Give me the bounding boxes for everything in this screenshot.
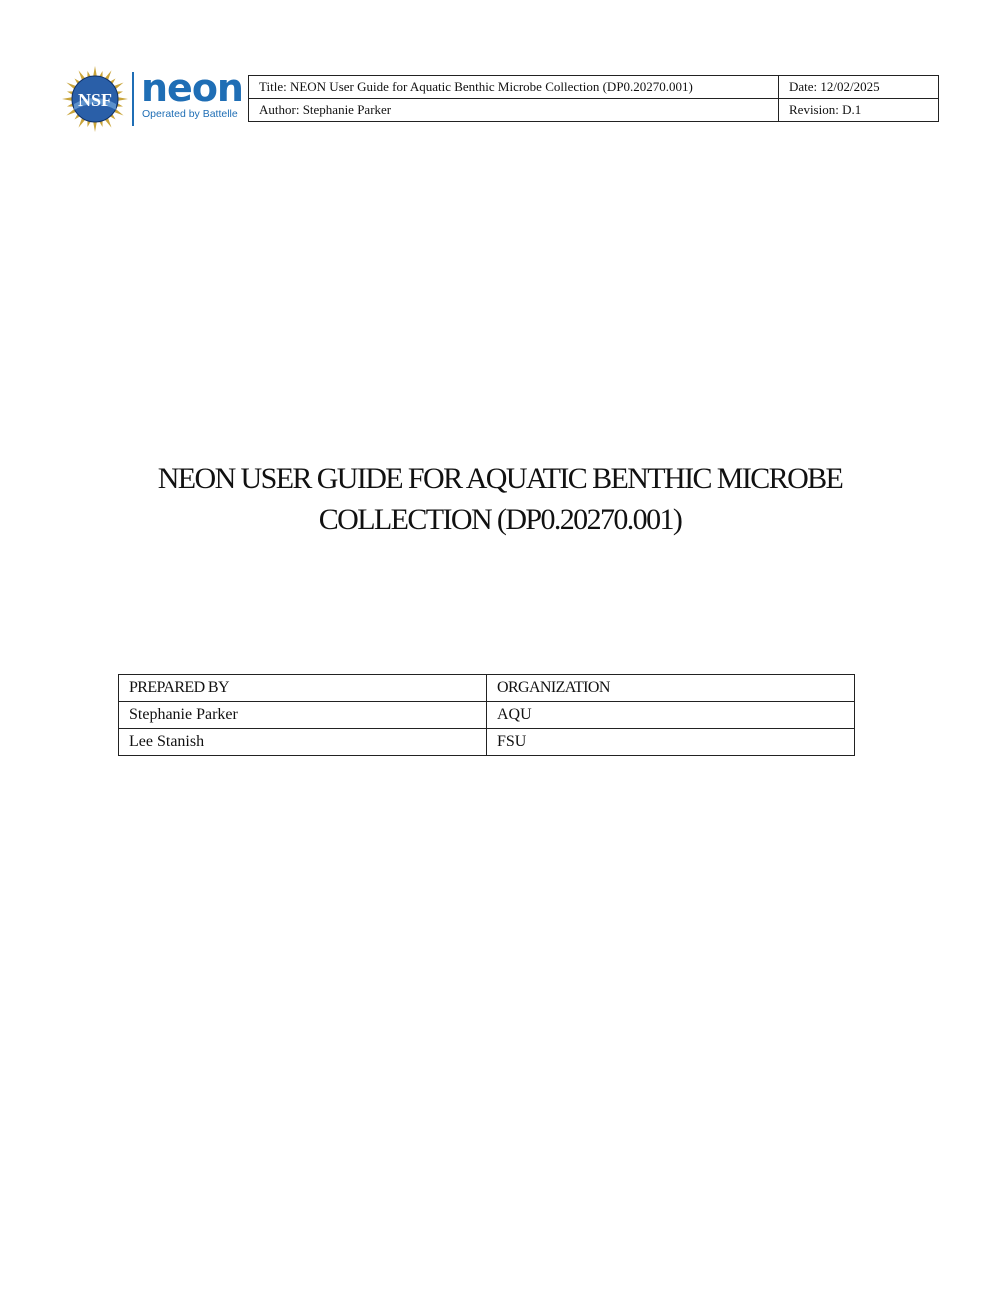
seal-ray <box>62 97 73 101</box>
header-logo <box>62 66 243 132</box>
header-title-cell: Title: NEON User Guide for Aquatic Benthic Microbe Collection (DP0.20270.001) <box>249 76 779 99</box>
preparer-name: Stephanie Parker <box>119 702 487 729</box>
preparer-organization: AQU <box>487 702 855 729</box>
logo-divider <box>132 72 134 126</box>
table-row <box>119 702 855 729</box>
column-header-organization: ORGANIZATION <box>487 675 855 702</box>
seal-ray <box>93 121 97 132</box>
nsf-seal-icon <box>62 66 128 132</box>
seal-ray <box>117 97 128 101</box>
document-title-line-1: NEON USER GUIDE FOR AQUATIC BENTHIC MICROBE <box>157 462 843 495</box>
neon-wordmark: neon <box>141 66 243 110</box>
nsf-seal-text: NSF <box>77 90 113 110</box>
header-author-cell: Author: Stephanie Parker <box>249 99 779 122</box>
column-header-prepared-by: PREPARED BY <box>119 675 487 702</box>
prepared-by-table <box>118 674 855 756</box>
header-revision-cell: Revision: D.1 <box>779 99 939 122</box>
header-date-cell: Date: 12/02/2025 <box>779 76 939 99</box>
neon-tagline: Operated by Battelle <box>142 108 238 120</box>
prepared-by-header-row <box>119 675 855 702</box>
header-info-table <box>248 75 939 122</box>
document-title-line-2: COLLECTION (DP0.20270.001) <box>318 503 682 536</box>
header-row-1 <box>249 76 939 99</box>
header-row-2 <box>249 99 939 122</box>
table-row <box>119 729 855 756</box>
seal-ray <box>93 66 97 77</box>
preparer-organization: FSU <box>487 729 855 756</box>
document-title <box>100 458 900 540</box>
preparer-name: Lee Stanish <box>119 729 487 756</box>
